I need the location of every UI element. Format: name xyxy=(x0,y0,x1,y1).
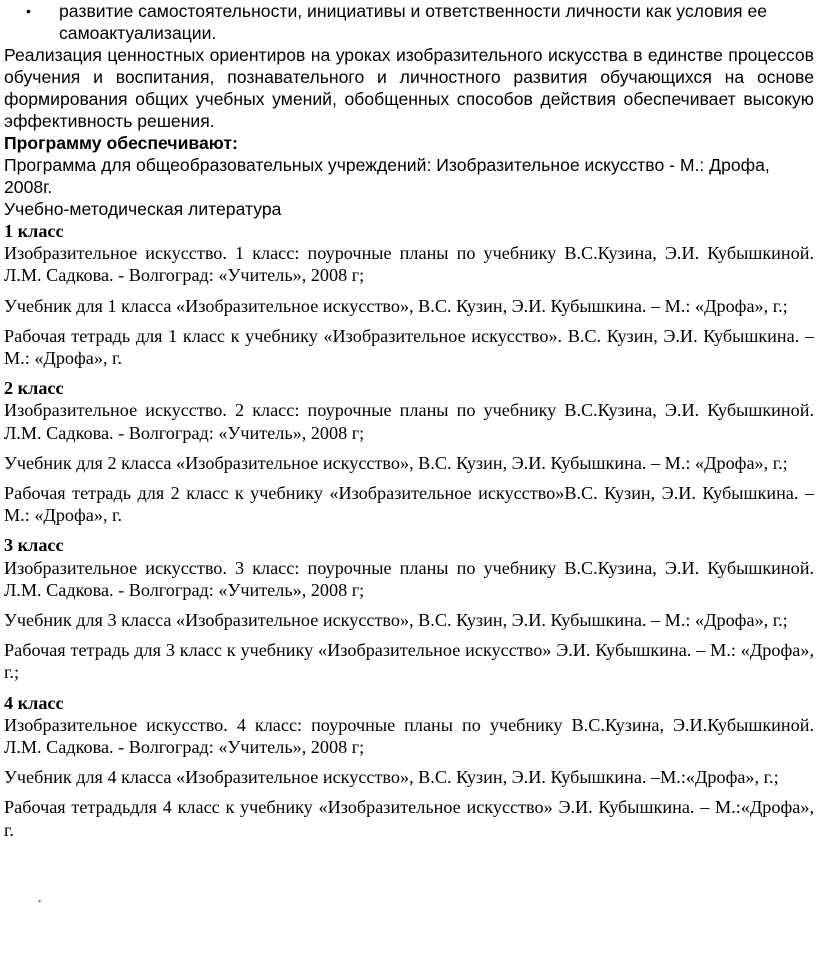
document-page xyxy=(4,0,814,849)
grade-entry: Изобразительное искусство. 1 класс: поурочные планы по учебнику В.С.Кузина, Э.И. Кубышкиной. Л.М. Садкова. - Волгоград: «Учитель», 2008 г; xyxy=(4,243,814,286)
bullet-item xyxy=(4,0,814,44)
grade-block-3 xyxy=(4,534,814,683)
grade-entry: Учебник для 4 класса «Изобразительное искусство», В.С. Кузин, Э.И. Кубышкина. –М.:«Дрофа», г.; xyxy=(4,767,779,788)
grade-entry: Учебник для 1 класса «Изобразительное искусство», В.С. Кузин, Э.И. Кубышкина. – М.: «Дрофа», г.; xyxy=(4,295,788,316)
grade-entry: Рабочая тетрадьдля 4 класс к учебнику «Изобразительное искусство» Э.И. Кубышкина. – М.:«Дрофа», г. xyxy=(4,797,814,840)
support-heading: Программу обеспечивают: xyxy=(4,133,238,153)
grade-entry: Изобразительное искусство. 2 класс: поурочные планы по учебнику В.С.Кузина, Э.И. Кубышкиной. Л.М. Садкова. - Волгоград: «Учитель», 2008 г; xyxy=(4,400,814,443)
grade-entry: Рабочая тетрадь для 1 класс к учебнику «Изобразительное искусство». В.С. Кузин, Э.И. Кубышкина. – М.: «Дрофа», г. xyxy=(4,325,814,369)
grade-block-2 xyxy=(4,377,814,526)
grade-block-4 xyxy=(4,692,814,841)
grade-title: 4 класс xyxy=(4,692,64,713)
grade-block-1 xyxy=(4,220,814,369)
bullet-text: развитие самостоятельности, инициативы и ответственности личности как условия ее самоактуализации. xyxy=(59,1,768,43)
grade-entry: Рабочая тетрадь для 2 класс к учебнику «Изобразительное искусство»В.С. Кузин, Э.И. Кубышкина. – М.: «Дрофа», г. xyxy=(4,483,814,526)
grade-title: 3 класс xyxy=(4,535,64,556)
program-line: Программа для общеобразовательных учреждений: Изобразительное искусство - М.: Дрофа, 2008г. xyxy=(4,155,770,197)
bullet-symbol: • xyxy=(26,3,31,19)
intro-paragraph: Реализация ценностных ориентиров на уроках изобразительного искусства в единстве процессов обучения и воспитания, познавательного и личностного развития обучающихся на основе формирования общих учебных умений, обобщенных способов действия обеспечивает высокую эффективность решения. xyxy=(4,45,814,131)
grade-entry: Изобразительное искусство. 4 класс: поурочные планы по учебнику В.С.Кузина, Э.И.Кубышкиной. Л.М. Садкова. - Волгоград: «Учитель», 2008 г; xyxy=(4,714,814,758)
grade-entry: Учебник для 3 класса «Изобразительное искусство», В.С. Кузин, Э.И. Кубышкина. – М.: «Дрофа», г.; xyxy=(4,610,788,631)
literature-heading: Учебно-методическая литература xyxy=(4,199,282,219)
grade-entry: Рабочая тетрадь для 3 класс к учебнику «Изобразительное искусство» Э.И. Кубышкина. – М.: «Дрофа», г.; xyxy=(4,640,814,683)
grade-entry: Учебник для 2 класса «Изобразительное искусство», В.С. Кузин, Э.И. Кубышкина. – М.: «Дрофа», г.; xyxy=(4,452,788,473)
grade-entry: Изобразительное искусство. 3 класс: поурочные планы по учебнику В.С.Кузина, Э.И. Кубышкиной. Л.М. Садкова. - Волгоград: «Учитель», 2008 г; xyxy=(4,557,814,600)
grade-title: 2 класс xyxy=(4,378,64,399)
grade-title: 1 класс xyxy=(4,221,64,241)
trailing-mark: . xyxy=(38,891,42,906)
